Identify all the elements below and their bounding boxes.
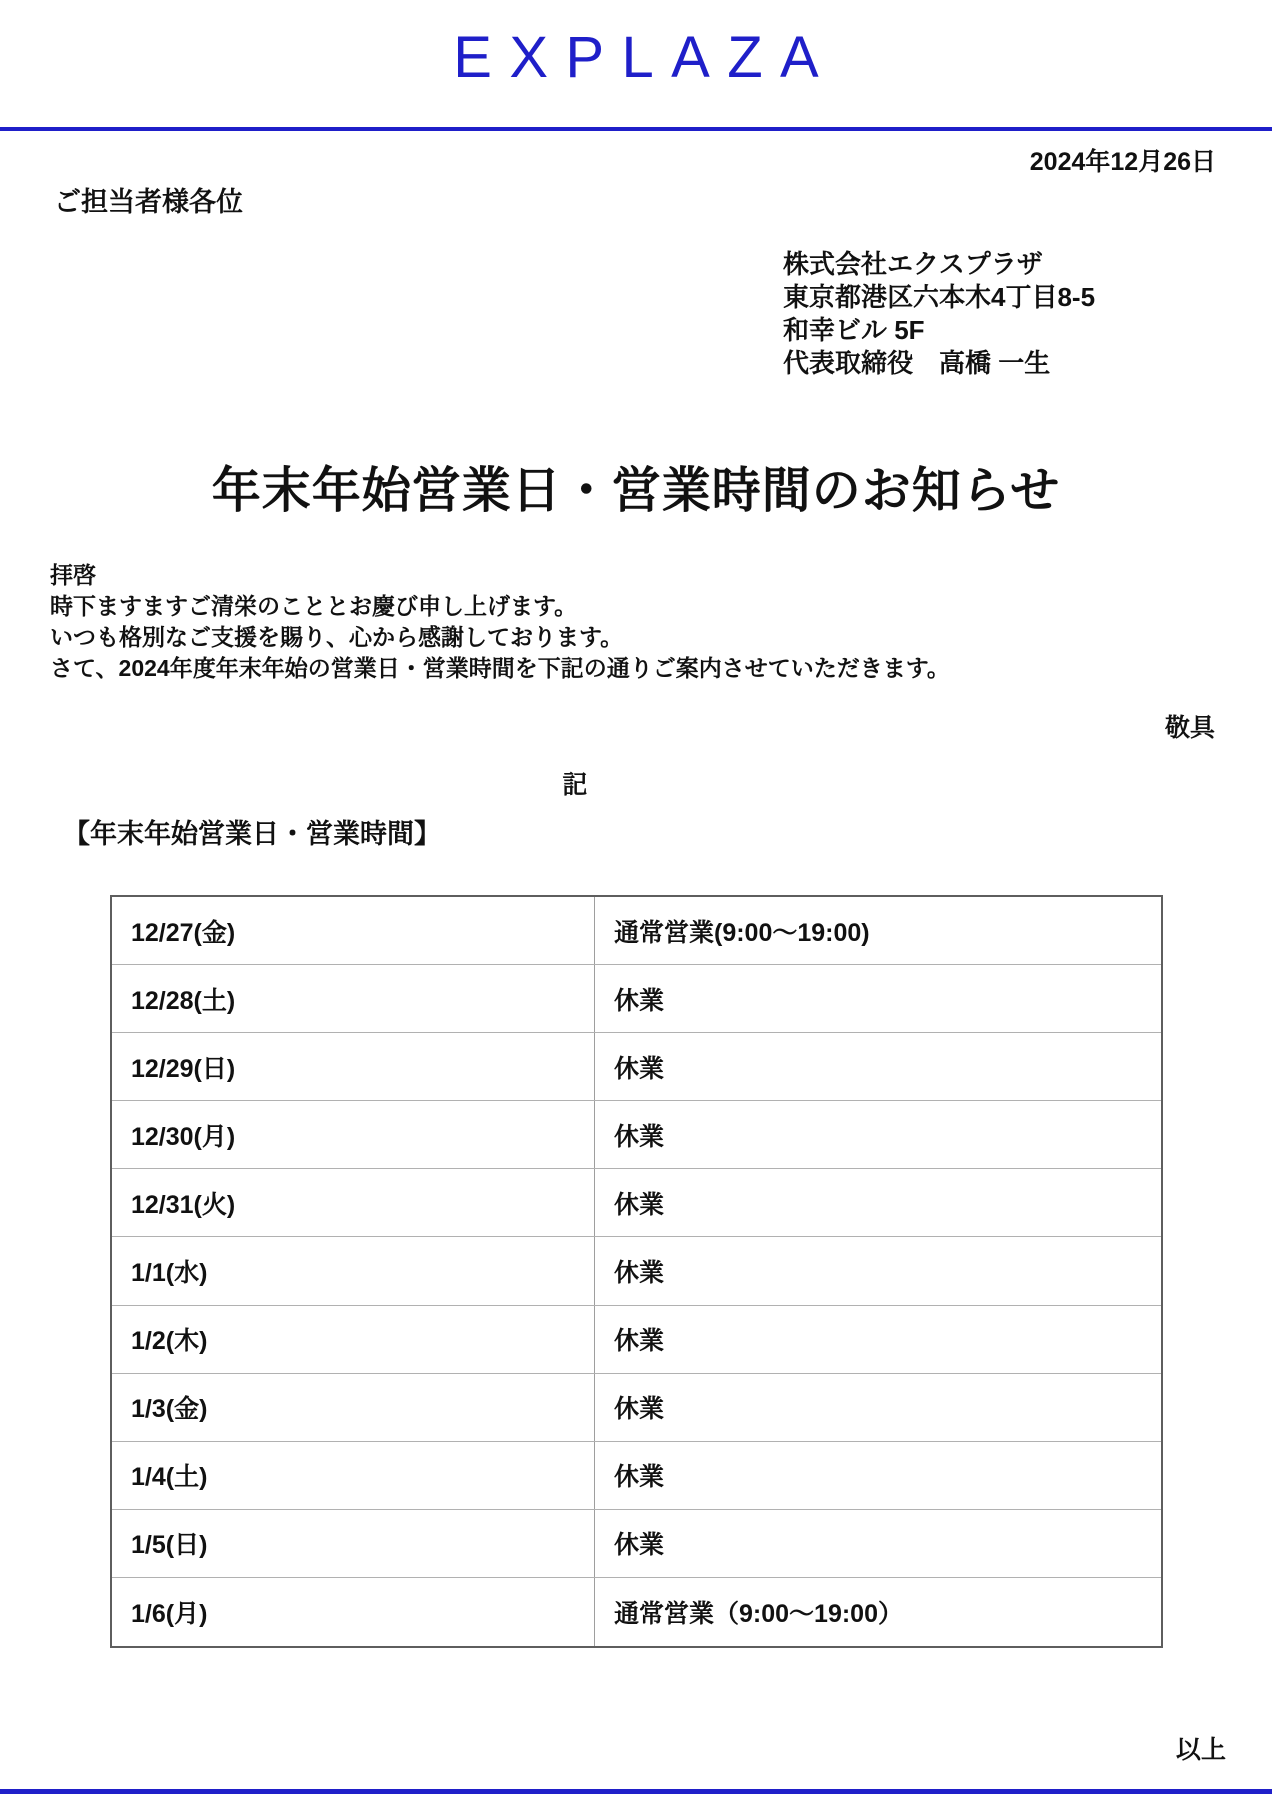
schedule-status-cell: 休業 <box>614 1531 665 1560</box>
schedule-status-cell: 通常営業（9:00～19:00） <box>614 1599 903 1628</box>
schedule-status-cell: 休業 <box>614 986 665 1015</box>
schedule-row <box>112 897 1161 965</box>
recipient: ご担当者様各位 <box>54 187 243 217</box>
schedule-row <box>112 1510 1161 1578</box>
schedule-date-cell: 1/6(月) <box>112 1578 595 1646</box>
schedule-table-body <box>112 897 1161 1646</box>
sender-company: 株式会社エクスプラザ <box>783 249 1043 279</box>
schedule-status-cell: 休業 <box>614 1122 665 1151</box>
schedule-row <box>112 1033 1161 1101</box>
schedule-status-cell: 休業 <box>614 1395 665 1424</box>
schedule-row <box>112 1374 1161 1442</box>
schedule-date-cell: 12/27(金) <box>112 897 595 964</box>
schedule-row <box>112 1306 1161 1374</box>
schedule-date-cell: 12/31(火) <box>112 1169 595 1236</box>
schedule-status-cell: 通常営業(9:00～19:00) <box>614 918 870 947</box>
document-title: 年末年始営業日・営業時間のお知らせ <box>211 464 1061 518</box>
issue-date: 2024年12月26日 <box>1029 148 1216 176</box>
schedule-row <box>112 1237 1161 1305</box>
schedule-date-cell: 1/2(木) <box>112 1306 595 1373</box>
schedule-row <box>112 1442 1161 1510</box>
bottom-divider <box>0 1789 1272 1794</box>
letter-body <box>50 560 950 684</box>
schedule-date-cell: 1/4(土) <box>112 1442 595 1509</box>
schedule-status-cell: 休業 <box>614 1327 665 1356</box>
sender-representative: 代表取締役 高橋 一生 <box>783 348 1051 378</box>
sender-address-2: 和幸ビル 5F <box>783 315 925 345</box>
record-marker: 記 <box>562 771 588 799</box>
schedule-status-cell: 休業 <box>614 1054 665 1083</box>
top-divider <box>0 127 1272 131</box>
schedule-row <box>112 1578 1161 1646</box>
section-heading: 【年末年始営業日・営業時間】 <box>63 819 441 849</box>
schedule-status-cell: 休業 <box>614 1259 665 1288</box>
schedule-table <box>110 895 1163 1648</box>
schedule-date-cell: 12/30(月) <box>112 1101 595 1168</box>
schedule-date-cell: 1/5(日) <box>112 1510 595 1577</box>
body-line: さて、2024年度年末年始の営業日・営業時間を下記の通りご案内させていただきます。 <box>50 655 950 681</box>
schedule-status-cell: 休業 <box>614 1463 665 1492</box>
schedule-date-cell: 12/28(土) <box>112 965 595 1032</box>
schedule-row <box>112 1169 1161 1237</box>
schedule-row <box>112 965 1161 1033</box>
brand-logo: EXPLAZA <box>453 25 837 90</box>
endmark: 以上 <box>1175 1736 1226 1764</box>
schedule-status-cell: 休業 <box>614 1190 665 1219</box>
schedule-date-cell: 1/1(水) <box>112 1237 595 1304</box>
greeting: 拝啓 <box>50 562 96 588</box>
body-line: いつも格別なご支援を賜り、心から感謝しております。 <box>50 624 624 650</box>
body-line: 時下ますますご清栄のこととお慶び申し上げます。 <box>50 593 578 619</box>
schedule-row <box>112 1101 1161 1169</box>
schedule-date-cell: 1/3(金) <box>112 1374 595 1441</box>
schedule-date-cell: 12/29(日) <box>112 1033 595 1100</box>
closing: 敬具 <box>1164 714 1215 742</box>
sender-block <box>783 248 1095 380</box>
sender-address-1: 東京都港区六本木4丁目8-5 <box>783 282 1096 312</box>
